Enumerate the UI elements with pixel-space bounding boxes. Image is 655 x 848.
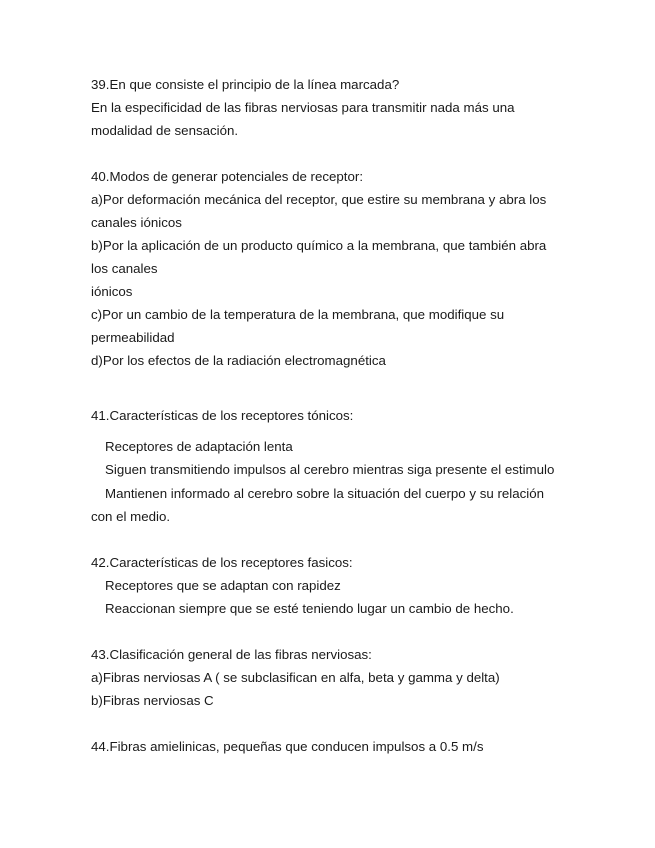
question-41: 41.Características de los receptores tónicos: xyxy=(91,408,354,423)
answer-40-line-4: los canales xyxy=(91,261,158,276)
answer-39-line-1: En la especificidad de las fibras nerviosas para transmitir nada más una xyxy=(91,100,515,115)
answer-40-line-8: d)Por los efectos de la radiación electromagnética xyxy=(91,353,386,368)
answer-42-line-1: Receptores que se adaptan con rapidez xyxy=(105,578,341,593)
question-43: 43.Clasificación general de las fibras nerviosas: xyxy=(91,647,372,662)
answer-40-line-3: b)Por la aplicación de un producto químico a la membrana, que también abra xyxy=(91,238,547,253)
answer-40-line-7: permeabilidad xyxy=(91,330,175,345)
answer-43-line-2: b)Fibras nerviosas C xyxy=(91,693,214,708)
answer-39-line-2: modalidad de sensación. xyxy=(91,123,239,138)
answer-42-line-2: Reaccionan siempre que se esté teniendo lugar un cambio de hecho. xyxy=(105,601,514,616)
question-44: 44.Fibras amielinicas, pequeñas que conducen impulsos a 0.5 m/s xyxy=(91,739,484,754)
answer-40-line-2: canales iónicos xyxy=(91,215,182,230)
answer-43-line-1: a)Fibras nerviosas A ( se subclasifican en alfa, beta y gamma y delta) xyxy=(91,670,500,685)
question-39: 39.En que consiste el principio de la línea marcada? xyxy=(91,77,400,92)
answer-40-line-6: c)Por un cambio de la temperatura de la membrana, que modifique su xyxy=(91,307,505,322)
question-42: 42.Características de los receptores fasicos: xyxy=(91,555,353,570)
answer-40-line-5: iónicos xyxy=(91,284,133,299)
answer-41-line-1: Receptores de adaptación lenta xyxy=(105,439,293,454)
answer-41-line-4: con el medio. xyxy=(91,509,171,524)
answer-41-line-3: Mantienen informado al cerebro sobre la situación del cuerpo y su relación xyxy=(105,486,545,501)
question-40: 40.Modos de generar potenciales de receptor: xyxy=(91,169,364,184)
answer-40-line-1: a)Por deformación mecánica del receptor, que estire su membrana y abra los xyxy=(91,192,547,207)
answer-41-line-2: Siguen transmitiendo impulsos al cerebro mientras siga presente el estimulo xyxy=(105,462,555,477)
